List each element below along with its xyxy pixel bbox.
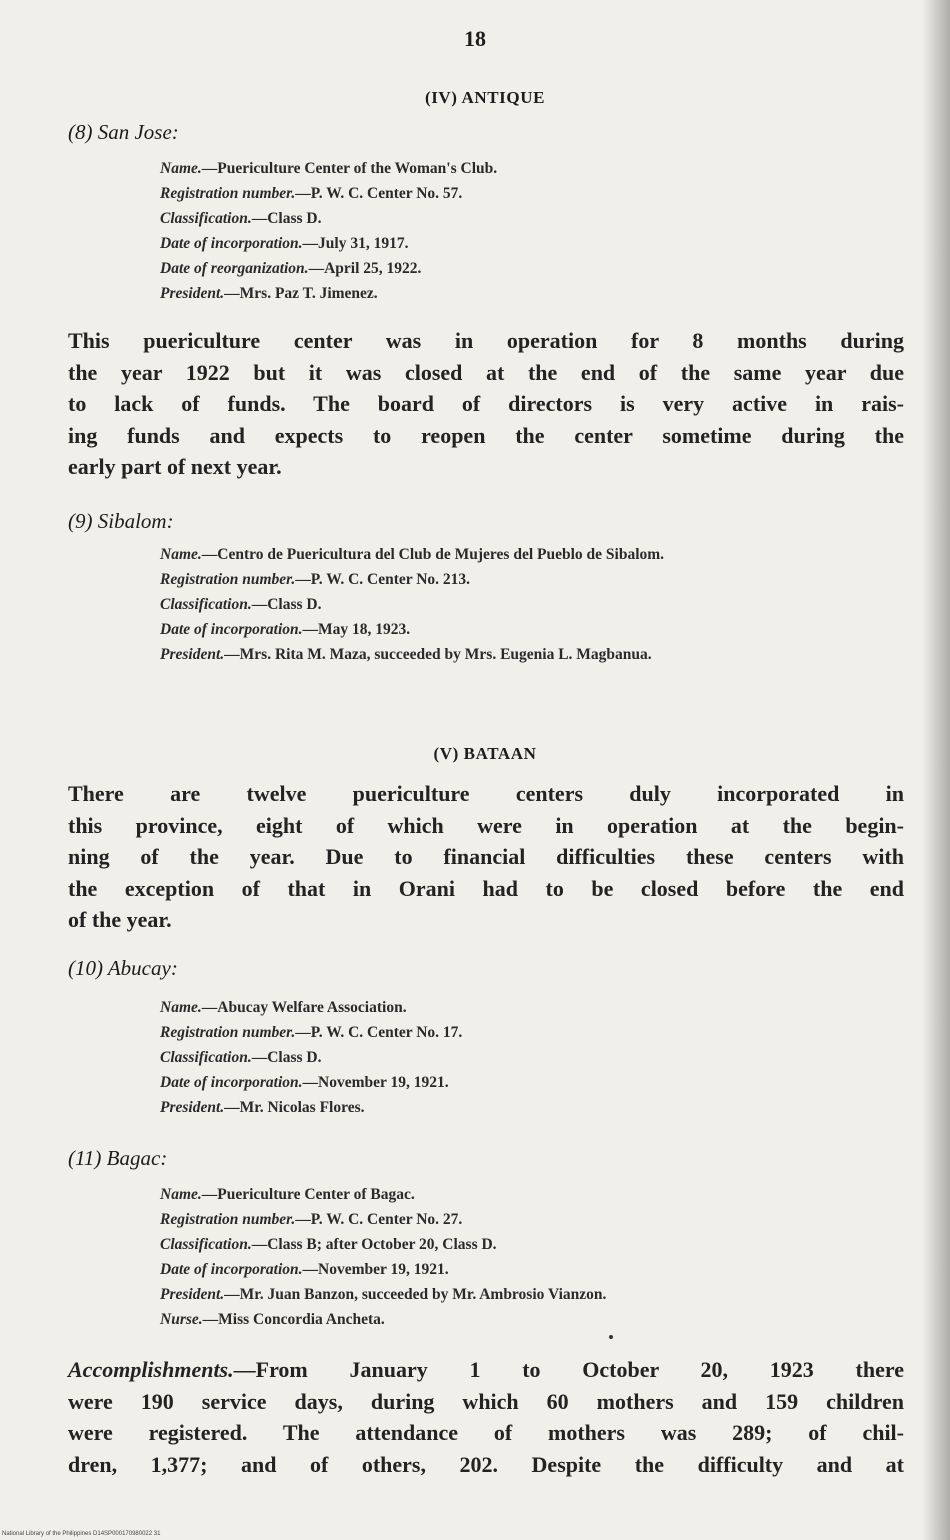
field-value: —April 25, 1922. bbox=[308, 260, 422, 277]
paragraph-san-jose bbox=[68, 325, 904, 483]
entry-registration-row bbox=[160, 1020, 905, 1045]
field-label: Name. bbox=[160, 1186, 202, 1203]
entry-details-san-jose bbox=[160, 156, 905, 306]
field-label: Date of incorporation. bbox=[160, 235, 303, 252]
entry-reorganization-row bbox=[160, 256, 905, 281]
entry-details-sibalom bbox=[160, 542, 905, 667]
paragraph-line: of the year. bbox=[68, 907, 172, 932]
paragraph-line: dren, 1,377; and of others, 202. Despite the difficulty and at bbox=[68, 1451, 904, 1477]
field-label: President. bbox=[160, 1099, 225, 1116]
paragraph-line: were registered. The attendance of mothers was 289; of chil- bbox=[68, 1420, 904, 1445]
field-label: Nurse. bbox=[160, 1311, 203, 1328]
paragraph-line: early part of next year. bbox=[68, 454, 282, 479]
field-value: —P. W. C. Center No. 213. bbox=[295, 571, 471, 588]
field-value: —Mr. Nicolas Flores. bbox=[224, 1099, 365, 1116]
field-value: —P. W. C. Center No. 17. bbox=[295, 1024, 463, 1041]
field-value: —Mrs. Rita M. Maza, succeeded by Mrs. Eugenia L. Magbanua. bbox=[224, 646, 652, 663]
entry-president-row bbox=[160, 281, 905, 306]
paragraph-line: were 190 service days, during which 60 mothers and 159 children bbox=[68, 1388, 904, 1414]
entry-details-bagac bbox=[160, 1182, 905, 1332]
field-value: —July 31, 1917. bbox=[302, 235, 409, 252]
paragraph-line: There are twelve puericulture centers duly incorporated in bbox=[68, 781, 904, 806]
field-value: —November 19, 1921. bbox=[302, 1261, 449, 1278]
field-label: Registration number. bbox=[160, 571, 296, 588]
field-label: Date of incorporation. bbox=[160, 1261, 303, 1278]
field-label: Registration number. bbox=[160, 1024, 296, 1041]
entry-registration-row bbox=[160, 181, 905, 206]
entry-nurse-row bbox=[160, 1307, 905, 1332]
field-value: —Abucay Welfare Association. bbox=[201, 999, 407, 1016]
paragraph-line: This puericulture center was in operation for 8 months during bbox=[68, 328, 904, 353]
field-value: —Class B; after October 20, Class D. bbox=[251, 1236, 497, 1253]
paragraph-bagac-accomplishments bbox=[68, 1354, 904, 1480]
entry-place-bagac: (11) Bagac: bbox=[68, 1146, 168, 1170]
entry-place-sibalom: (9) Sibalom: bbox=[68, 509, 174, 533]
field-value: —P. W. C. Center No. 57. bbox=[295, 185, 463, 202]
field-label: Classification. bbox=[160, 1236, 252, 1253]
field-label: Registration number. bbox=[160, 1211, 296, 1228]
field-label: Classification. bbox=[160, 210, 252, 227]
print-speck bbox=[609, 1335, 613, 1339]
field-label: Name. bbox=[160, 999, 202, 1016]
field-value: —Centro de Puericultura del Club de Mujeres del Pueblo de Sibalom. bbox=[201, 546, 665, 563]
entry-details-abucay bbox=[160, 995, 905, 1120]
field-value: —May 18, 1923. bbox=[302, 621, 411, 638]
field-value: —Puericulture Center of the Woman's Club. bbox=[201, 160, 498, 177]
field-value: —Class D. bbox=[251, 210, 322, 227]
field-label: President. bbox=[160, 285, 225, 302]
section-heading-bataan: (V) BATAAN bbox=[433, 744, 537, 763]
field-label: Name. bbox=[160, 160, 202, 177]
page-edge-shadow bbox=[922, 0, 950, 1540]
entry-place-san-jose: (8) San Jose: bbox=[68, 120, 179, 144]
entry-classification-row bbox=[160, 592, 905, 617]
entry-registration-row bbox=[160, 567, 905, 592]
section-heading-antique: (IV) ANTIQUE bbox=[424, 88, 546, 107]
field-label: Classification. bbox=[160, 1049, 252, 1066]
paragraph-text: —From January 1 to October 20, 1923 there bbox=[233, 1357, 904, 1382]
entry-place-abucay: (10) Abucay: bbox=[68, 956, 178, 980]
field-value: —November 19, 1921. bbox=[302, 1074, 449, 1091]
field-value: —Mr. Juan Banzon, succeeded by Mr. Ambrosio Vianzon. bbox=[224, 1286, 607, 1303]
field-value: —Mrs. Paz T. Jimenez. bbox=[224, 285, 378, 302]
entry-president-row bbox=[160, 1095, 905, 1120]
field-label: Date of incorporation. bbox=[160, 1074, 303, 1091]
page-number: 18 bbox=[464, 26, 486, 51]
field-label: Classification. bbox=[160, 596, 252, 613]
paragraph-line: ing funds and expects to reopen the center sometime during the bbox=[68, 422, 904, 448]
entry-registration-row bbox=[160, 1207, 905, 1232]
field-label: President. bbox=[160, 646, 225, 663]
entry-incorporation-row bbox=[160, 231, 905, 256]
field-value: —Class D. bbox=[251, 596, 322, 613]
paragraph-line: the year 1922 but it was closed at the end of the same year due bbox=[68, 359, 904, 385]
entry-incorporation-row bbox=[160, 1070, 905, 1095]
entry-president-row bbox=[160, 1282, 905, 1307]
paragraph-bataan bbox=[68, 778, 904, 936]
entry-president-row bbox=[160, 642, 905, 667]
entry-classification-row bbox=[160, 1045, 905, 1070]
paragraph-line: the exception of that in Orani had to be closed before the end bbox=[68, 875, 904, 901]
entry-incorporation-row bbox=[160, 617, 905, 642]
field-value: —Miss Concordia Ancheta. bbox=[202, 1311, 385, 1328]
field-value: —Puericulture Center of Bagac. bbox=[201, 1186, 415, 1203]
field-label: Registration number. bbox=[160, 185, 296, 202]
field-value: —P. W. C. Center No. 27. bbox=[295, 1211, 463, 1228]
paragraph-line: ning of the year. Due to financial difficulties these centers with bbox=[68, 844, 904, 869]
entry-classification-row bbox=[160, 1232, 905, 1257]
entry-name-row bbox=[160, 995, 905, 1020]
entry-name-row bbox=[160, 542, 905, 567]
entry-name-row bbox=[160, 1182, 905, 1207]
paragraph-line: this province, eight of which were in operation at the begin- bbox=[68, 812, 904, 838]
paragraph-line: to lack of funds. The board of directors is very active in rais- bbox=[68, 391, 904, 416]
accomplishments-label: Accomplishments. bbox=[68, 1357, 234, 1382]
field-label: President. bbox=[160, 1286, 225, 1303]
field-label: Name. bbox=[160, 546, 202, 563]
field-label: Date of incorporation. bbox=[160, 621, 303, 638]
field-label: Date of reorganization. bbox=[160, 260, 309, 277]
entry-classification-row bbox=[160, 206, 905, 231]
field-value: —Class D. bbox=[251, 1049, 322, 1066]
entry-incorporation-row bbox=[160, 1257, 905, 1282]
scan-footer: National Library of the Philippines D14SP000170980022 31 bbox=[2, 1531, 161, 1537]
entry-name-row bbox=[160, 156, 905, 181]
paragraph-line bbox=[68, 1354, 904, 1386]
